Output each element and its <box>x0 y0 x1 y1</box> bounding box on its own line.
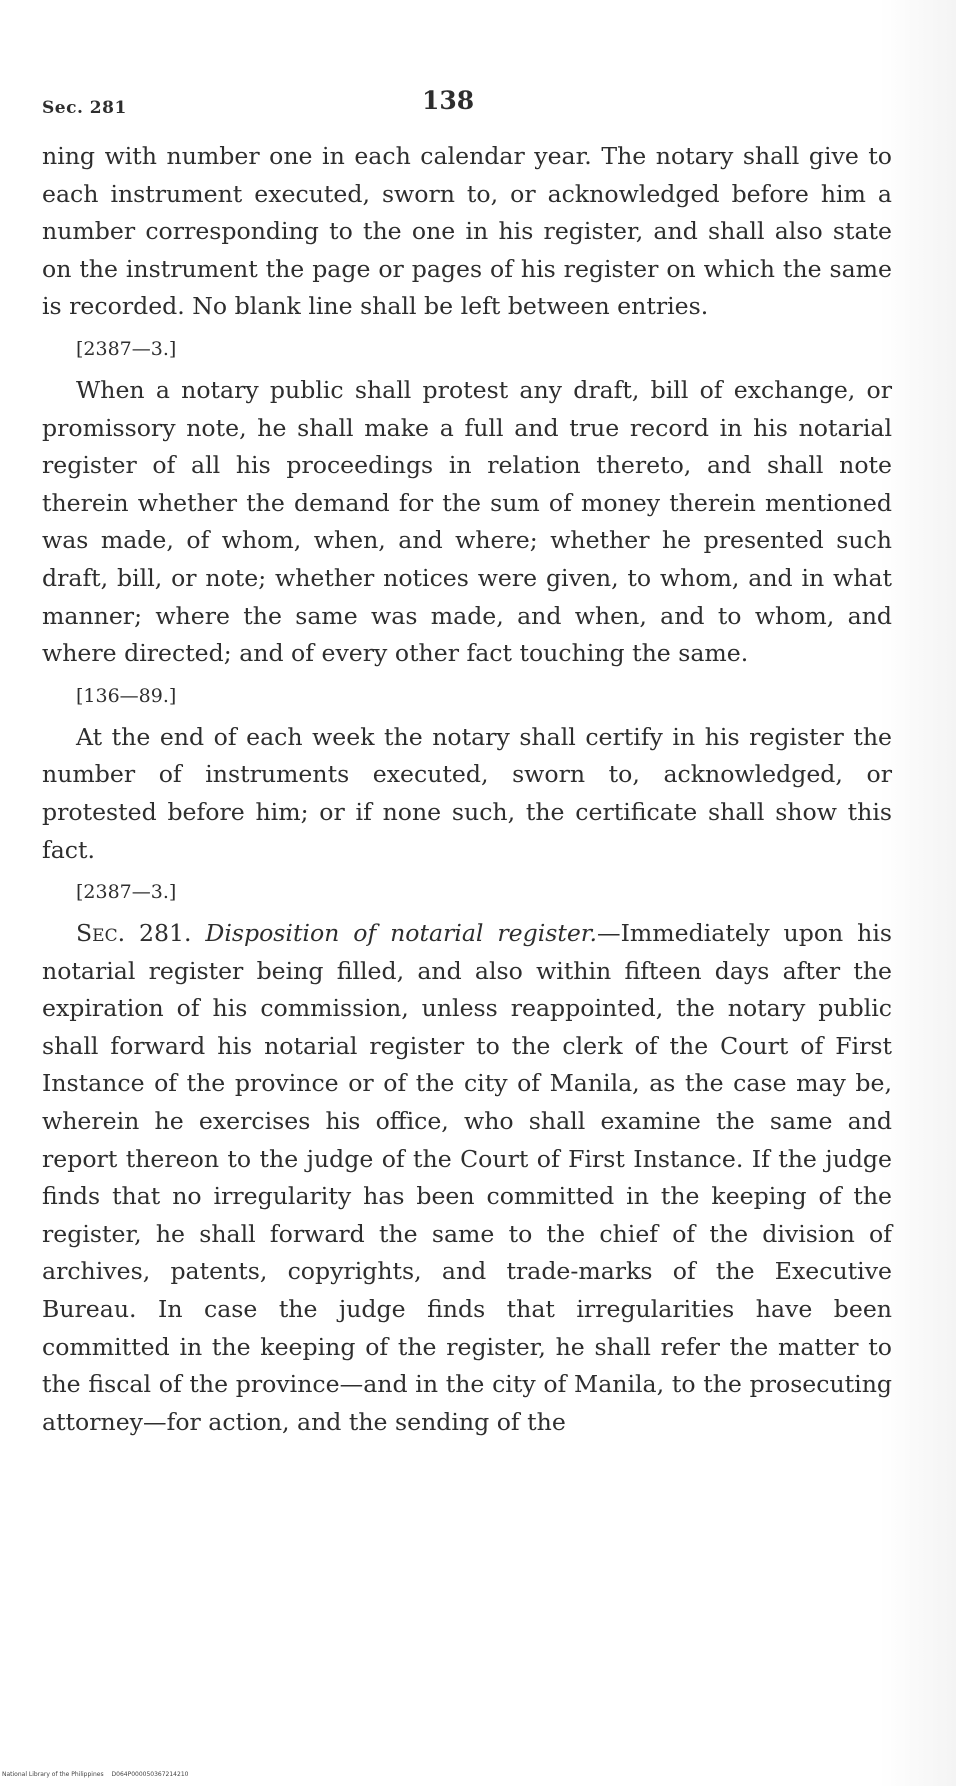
page-header <box>42 86 892 126</box>
citation-reference: [2387—3.] <box>76 881 177 904</box>
page-number: 138 <box>422 86 475 115</box>
page-footer <box>0 1764 956 1786</box>
section-label: Sec. 281. <box>76 919 192 948</box>
paragraph-weekly-certificate: At the end of each week the notary shall certify in his register the number of instruments executed, sworn to, acknowledged, or protested before him; or if none such, the certificate shall show this fact. <box>42 722 892 864</box>
library-name: National Library of the Philippines <box>2 1771 104 1778</box>
paragraph-continuation: ning with number one in each calendar year. The notary shall give to each instrument executed, sworn to, or acknowledged before him a number corresponding to the one in his register, and shall also state on the instrument the page or pages of his register on which the same is recorded. No blank line shall be left between entries. <box>42 142 892 321</box>
document-code: D064P000050367214210 <box>111 1771 189 1778</box>
section-text: —Immediately upon his notarial register being filled, and also within fifteen days after the expiration of his commission, unless reappointed, the notary public shall forward his notarial register to the clerk of the Court of First Instance of the province or of the city of Manila, as the case may be, wherein he exercises his office, who shall examine the same and report thereon to the judge of the Court of First Instance. If the judge finds that no irregularity has been committed in the keeping of the register, he shall forward the same to the chief of the division of archives, patents, copyrights, and trade-marks of the Executive Bureau. In case the judge finds that irregularities have been committed in the keeping of the register, he shall refer the matter to the fiscal of the province—and in the city of Manila, to the prosecuting attorney—for action, and the sending of the <box>42 919 892 1436</box>
paragraph-protest: When a notary public shall protest any draft, bill of exchange, or promissory note, he shall make a full and true record in his notarial register of all his proceedings in relation thereto, and shall note therein whether the demand for the sum of money therein mentioned was made, of whom, when, and where; whether he presented such draft, bill, or note; whether notices were given, to whom, and in what manner; where the same was made, and when, and to whom, and where directed; and of every other fact touching the same. <box>42 375 892 668</box>
section-title: Disposition of notarial register. <box>205 919 597 948</box>
citation-reference: [136—89.] <box>76 684 177 707</box>
section-281-paragraph <box>42 915 892 1441</box>
page-body <box>42 138 892 1441</box>
section-reference: Sec. 281 <box>42 98 127 118</box>
citation-reference: [2387—3.] <box>76 337 177 360</box>
